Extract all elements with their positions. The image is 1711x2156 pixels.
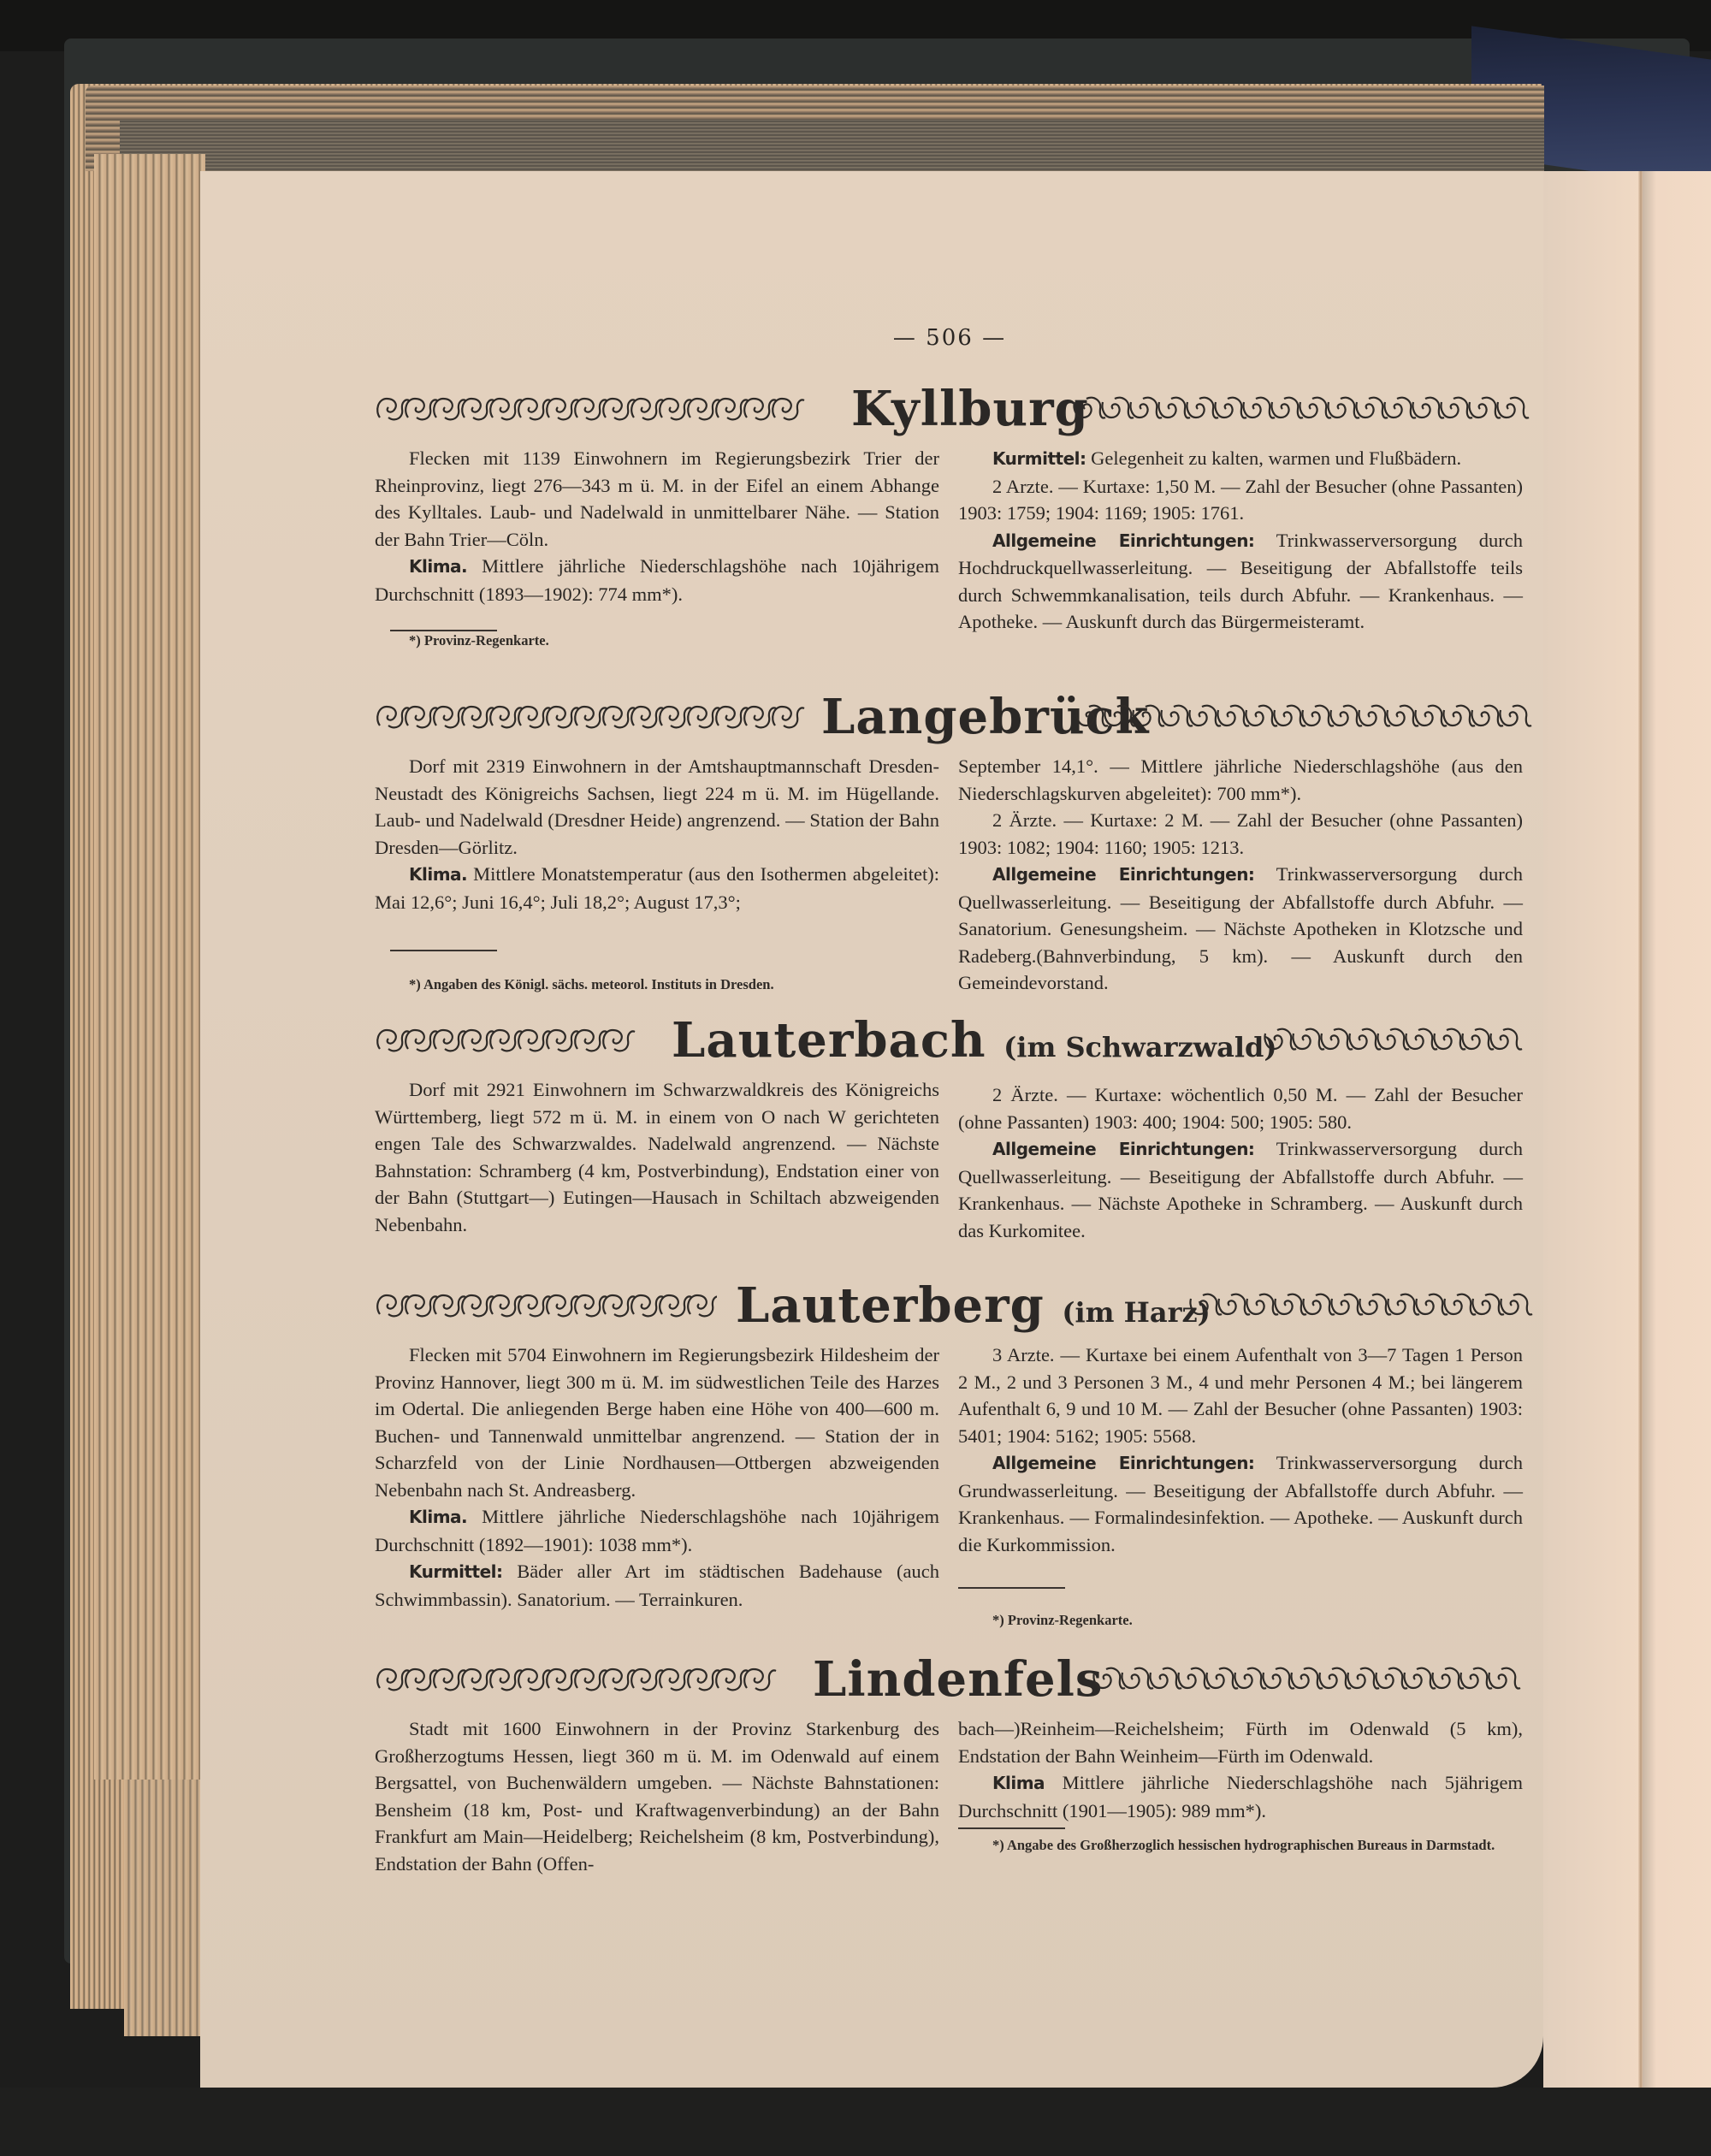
ornament-loop <box>688 1669 719 1690</box>
ornament-loop <box>490 1295 522 1316</box>
einrichtungen-paragraph <box>958 527 1523 636</box>
ornament-loop <box>1206 1668 1238 1689</box>
description: Flecken mit 5704 Einwohnern im Regierungsbezirk Hildesheim der Provinz Hannover, liegt 300 m ü. M. im südwestlichen Teile des Harzes im Odertal. Die anliegenden Berge haben eine Höhe von 400—600 m. Buchen- und Tannenwald unmittelbar angrenzend. — Station der in Scharzfeld von der Linie Nordhausen—Ottbergen abzweigenden Nebenbahn nach St. Andreasberg. <box>375 1344 939 1501</box>
einrichtungen-paragraph <box>958 1135 1523 1244</box>
ornament-loop <box>1490 1029 1522 1050</box>
klima-label: Klima. <box>409 864 468 885</box>
ornament-loop <box>1404 1668 1436 1689</box>
ornament-loop <box>1300 398 1331 418</box>
ornament-loop <box>1460 1668 1492 1689</box>
footnote: *) Provinz-Regenkarte. <box>409 632 549 649</box>
ornament-loop <box>1415 706 1447 726</box>
ornament-loop <box>406 399 437 419</box>
einrichtungen-text: Trinkwasserversorgung durch Quellwasserleitung. — Beseitigung der Abfallstoffe durch Abfuhr. — Krankenhaus. — Nächste Apotheke in Schramberg. — Auskunft durch das Kurkomitee. <box>958 1138 1523 1241</box>
ornament-loop <box>1319 1668 1351 1689</box>
scan-background-bottom <box>0 2088 1711 2156</box>
ornament-loop <box>462 1030 494 1051</box>
ornament-loop <box>1469 398 1501 418</box>
ornament-loop <box>1303 1294 1335 1315</box>
column-left <box>375 753 939 994</box>
ornament-loop <box>1104 706 1136 726</box>
klima-paragraph <box>375 1503 939 1558</box>
kurmittel-label: Kurmittel: <box>992 448 1086 469</box>
column-left <box>375 1076 939 1238</box>
ornament-loop <box>1302 706 1334 726</box>
ornament-loop <box>575 1030 607 1051</box>
ornament-loop <box>518 1295 550 1316</box>
entry-subtitle: (im Harz) <box>1062 1296 1211 1329</box>
ornament-loop <box>1359 706 1390 726</box>
aerzte-paragraph: 2 Arzte. — Kurtaxe: 1,50 M. — Zahl der Besucher (ohne Passanten) 1903: 1759; 1904: 1169; 1905: 1761. <box>958 475 1523 524</box>
entry-subtitle: (im Schwarzwald) <box>1004 1031 1277 1063</box>
entry-heading <box>359 1273 1540 1342</box>
ornament-loop <box>660 1295 691 1316</box>
einrichtungen-label: Allgemeine Einrichtungen: <box>992 864 1255 885</box>
column-left <box>375 445 939 650</box>
page-number: — 506 — <box>892 325 1007 351</box>
kurmittel-text: Gelegenheit zu kalten, warmen und Flußbädern. <box>1091 447 1462 469</box>
ornament-loop <box>547 1669 578 1690</box>
einrichtungen-text: Trinkwasserversorgung durch Quellwasserleitung. — Beseitigung der Abfallstoffe durch Abfuhr. — Sanatorium. Genesungsheim. — Nächste Apotheken in Klotzsche und Radeberg.(Bahnverbindung, 5 km). — Auskunft durch den Gemeindevorstand. <box>958 863 1523 993</box>
ornament-loop <box>1376 1668 1407 1689</box>
ornament-loop <box>1330 706 1362 726</box>
ornament-loop <box>1274 706 1305 726</box>
description-continued: bach—)Reinheim—Reichelsheim; Fürth im Odenwald (5 km), Endstation der Bahn Weinheim—Fürth im Odenwald. <box>958 1718 1523 1767</box>
ornament-loop <box>547 1295 578 1316</box>
ornament-loop <box>547 1030 578 1051</box>
ornament-loop <box>1189 706 1221 726</box>
ornament-loop <box>1321 1029 1353 1050</box>
ornament-loop <box>1356 398 1388 418</box>
ornament-loop <box>716 399 748 419</box>
footnote-rule <box>390 950 497 951</box>
klima-paragraph <box>375 861 939 915</box>
ornament-loop <box>434 1669 465 1690</box>
ornament-loop <box>575 1295 607 1316</box>
ornament-loop <box>1377 1029 1409 1050</box>
aerzte-paragraph: 2 Ärzte. — Kurtaxe: 2 M. — Zahl der Besucher (ohne Passanten) 1903: 1082; 1904: 1160; 1905: 1213. <box>958 809 1523 858</box>
entry-heading <box>359 376 1540 445</box>
entry-title-main: Lauterberg <box>736 1277 1045 1334</box>
ornament-loop <box>1074 398 1105 418</box>
ornament-loop <box>1122 1668 1153 1689</box>
ornament-loop <box>1434 1029 1465 1050</box>
column-left <box>375 1715 939 1877</box>
ornament-loop <box>603 1030 635 1051</box>
kurmittel-paragraph <box>958 445 1523 473</box>
entry-lindenfels <box>359 1647 1540 1875</box>
ornament-loop <box>377 399 409 419</box>
klima-text: Mittlere jährliche Niederschlagshöhe nach 10jährigem Durchschnitt (1893—1902): 774 mm*). <box>375 555 939 605</box>
ornament-loop <box>688 399 719 419</box>
ornament-loop <box>1359 1294 1391 1315</box>
ornament-loop <box>1263 1668 1294 1689</box>
ornament-left-icon <box>375 1662 794 1697</box>
ornament-loop <box>660 399 691 419</box>
footnote: *) Provinz-Regenkarte. <box>992 1612 1133 1628</box>
ornament-loop <box>547 399 578 419</box>
ornament-loop <box>660 1669 691 1690</box>
ornament-loop <box>1217 706 1249 726</box>
page-stack-left-edge <box>94 154 205 1780</box>
footnote: *) Angabe des Großherzoglich hessischen hydrographischen Bureaus in Darmstadt. <box>992 1837 1495 1853</box>
ornament-loop <box>631 1669 663 1690</box>
klima-text: Mittlere jährliche Niederschlagshöhe nach 5jährigem Durchschnitt (1901—1905): 989 mm*). <box>958 1772 1523 1821</box>
aerzte-paragraph: 2 Ärzte. — Kurtaxe: wöchentlich 0,50 M. — Zahl der Besucher (ohne Passanten) 1903: 400; 1904: 500; 1905: 580. <box>958 1084 1523 1133</box>
ornament-loop <box>716 1669 748 1690</box>
entry-heading <box>359 1008 1540 1076</box>
footnote-rule <box>958 1827 1065 1829</box>
column-right <box>958 1081 1523 1244</box>
ornament-loop <box>744 1669 776 1690</box>
ornament-loop <box>434 399 465 419</box>
ornament-loop <box>744 399 776 419</box>
gutter <box>1543 171 1639 2088</box>
ornament-loop <box>1190 1294 1222 1315</box>
ornament-loop <box>1347 1668 1379 1689</box>
klima-label: Klima <box>992 1773 1045 1793</box>
ornament-right-icon <box>1187 1288 1540 1323</box>
ornament-loop <box>773 399 804 419</box>
column-right <box>958 1715 1523 1855</box>
ornament-loop <box>518 1030 550 1051</box>
ornament-loop <box>1178 1668 1210 1689</box>
ornament-loop <box>1349 1029 1381 1050</box>
ornament-loop <box>490 1030 522 1051</box>
ornament-loop <box>1462 1029 1494 1050</box>
ornament-loop <box>688 1295 717 1316</box>
klima-label: Klima. <box>409 1507 468 1527</box>
ornament-left-icon <box>375 392 820 426</box>
entry-langebrueck <box>359 684 1540 993</box>
page-stack-left-edge-lower <box>124 1780 205 2036</box>
ornament-loop <box>575 707 607 727</box>
ornament-loop <box>716 707 748 727</box>
einrichtungen-label: Allgemeine Einrichtungen: <box>992 530 1255 551</box>
ornament-loop <box>631 707 663 727</box>
ornament-left-icon <box>375 1288 717 1323</box>
ornament-loop <box>1246 1294 1278 1315</box>
description: Flecken mit 1139 Einwohnern im Regierungsbezirk Trier der Rheinprovinz, liegt 276—343 m ü. M. in der Eifel an einem Abhange des Kylltales. Laub- und Nadelwald in unmittelbarer Nähe. — Station der Bahn Trier—Cöln. <box>375 447 939 550</box>
page-stack-top-edge-inner <box>120 120 1544 171</box>
ornament-loop <box>1102 398 1134 418</box>
entry-title: Langebrück <box>821 689 1150 745</box>
ornament-loop <box>406 1669 437 1690</box>
ornament-loop <box>631 399 663 419</box>
ornament-loop <box>1243 398 1275 418</box>
entry-title <box>672 1008 1277 1080</box>
ornament-loop <box>462 707 494 727</box>
ornament-loop <box>490 1669 522 1690</box>
entry-title <box>736 1273 1211 1345</box>
ornament-loop <box>434 707 465 727</box>
ornament-loop <box>1471 706 1503 726</box>
ornament-loop <box>462 1669 494 1690</box>
einrichtungen-label: Allgemeine Einrichtungen: <box>992 1453 1255 1473</box>
ornament-loop <box>1271 398 1303 418</box>
ornament-left-icon <box>375 1023 648 1057</box>
entry-title: Kyllburg <box>851 381 1089 437</box>
ornament-loop <box>1501 1294 1532 1315</box>
ornament-loop <box>1275 1294 1306 1315</box>
ornament-loop <box>406 1295 437 1316</box>
ornament-right-icon <box>1262 1023 1540 1057</box>
ornament-left-icon <box>375 700 820 734</box>
ornament-loop <box>1497 398 1529 418</box>
ornament-loop <box>1234 1668 1266 1689</box>
ornament-loop <box>406 707 437 727</box>
ornament-right-icon <box>1071 392 1537 426</box>
ornament-loop <box>1264 1029 1296 1050</box>
ornament-loop <box>1387 706 1418 726</box>
ornament-loop <box>660 707 691 727</box>
einrichtungen-paragraph <box>958 1449 1523 1558</box>
facing-page <box>1643 171 1711 2088</box>
aerzte-paragraph: 3 Arzte. — Kurtaxe bei einem Aufenthalt von 3—7 Tagen 1 Person 2 M., 2 und 3 Personen 3 M., 4 und mehr Personen 4 M.; bei längerem Aufenthalt 6, 9 und 10 M. — Zahl der Besucher (ohne Passanten) 1903: 5401; 1904: 5162; 1905: 5568. <box>958 1344 1523 1447</box>
klima-text: Mittlere jährliche Niederschlagshöhe nach 10jährigem Durchschnitt (1892—1901): 1038 mm*). <box>375 1506 939 1555</box>
ornament-loop <box>1218 1294 1250 1315</box>
ornament-loop <box>688 707 719 727</box>
ornament-loop <box>575 399 607 419</box>
ornament-loop <box>1150 1668 1181 1689</box>
ornament-loop <box>1130 398 1162 418</box>
ornament-loop <box>377 707 409 727</box>
ornament-loop <box>462 399 494 419</box>
footnote-rule <box>958 1587 1065 1589</box>
ornament-right-icon <box>1074 700 1540 734</box>
ornament-loop <box>518 1669 550 1690</box>
ornament-loop <box>377 1295 409 1316</box>
ornament-loop <box>1441 398 1472 418</box>
entry-kyllburg <box>359 376 1540 649</box>
entry-heading <box>359 684 1540 753</box>
description: Dorf mit 2921 Einwohnern im Schwarzwaldkreis des Königreichs Württemberg, liegt 572 m ü. M. in einem von O nach W gerichteten engen Tale des Schwarzwaldes. Nadelwald angrenzend. — Nächste Bahnstation: Schramberg (4 km, Postverbindung), Endstation einer von der Bahn (Stuttgart—) Eutingen—Hausach in Schiltach abzweigenden Nebenbahn. <box>375 1079 939 1235</box>
ornament-loop <box>1384 398 1416 418</box>
entry-lauterberg <box>359 1273 1540 1628</box>
ornament-loop <box>434 1030 465 1051</box>
ornament-loop <box>462 1295 494 1316</box>
einrichtungen-paragraph <box>958 861 1523 997</box>
ornament-loop <box>547 707 578 727</box>
ornament-loop <box>490 399 522 419</box>
ornament-loop <box>1158 398 1190 418</box>
klima-text: Mittlere Monatstemperatur (aus den Isothermen abgeleitet): Mai 12,6°; Juni 16,4°; Juli 18,2°; August 17,3°; <box>375 863 940 913</box>
ornament-loop <box>1416 1294 1448 1315</box>
ornament-right-icon <box>1091 1662 1540 1697</box>
ornament-loop <box>1489 1668 1520 1689</box>
ornament-loop <box>1444 1294 1476 1315</box>
ornament-loop <box>773 707 804 727</box>
ornament-loop <box>1406 1029 1437 1050</box>
ornament-loop <box>406 1030 437 1051</box>
ornament-loop <box>434 1295 465 1316</box>
ornament-loop <box>1133 706 1164 726</box>
ornament-loop <box>377 1669 409 1690</box>
ornament-loop <box>1412 398 1444 418</box>
ornament-loop <box>1215 398 1246 418</box>
column-left <box>375 1342 939 1613</box>
entry-heading <box>359 1647 1540 1715</box>
column-right <box>958 445 1523 636</box>
ornament-loop <box>1388 1294 1419 1315</box>
einrichtungen-text: Trinkwasserversorgung durch Grundwasserleitung. — Beseitigung der Abfallstoffe durch Abfuhr. — Krankenhaus. — Formalindesinfektion. — Apotheke. — Auskunft durch die Kurkommission. <box>958 1452 1523 1555</box>
description: Stadt mit 1600 Einwohnern in der Provinz Starkenburg des Großherzogtums Hessen, liegt 360 m ü. M. im Odenwald auf einem Bergsattel, von Buchenwäldern umgeben. — Nächste Bahnstationen: Bensheim (18 km, Post- und Kraftwagenverbindung) an der Bahn Frankfurt am Main—Heidelberg; Reichelsheim (8 km, Postverbindung), Endstation der Bahn (Offen- <box>375 1718 939 1875</box>
ornament-loop <box>490 707 522 727</box>
ornament-loop <box>744 707 776 727</box>
ornament-loop <box>1443 706 1475 726</box>
klima-paragraph <box>958 1769 1523 1824</box>
ornament-loop <box>1293 1029 1324 1050</box>
ornament-loop <box>1093 1668 1125 1689</box>
ornament-loop <box>1331 1294 1363 1315</box>
entry-lauterbach <box>359 1008 1540 1241</box>
einrichtungen-text: Trinkwasserversorgung durch Hochdruckquellwasserleitung. — Beseitigung der Abfallstoffe teils durch Schwemmkanalisation, teils durch Abfuhr. — Krankenhaus. — Apotheke. — Auskunft durch das Bürgermeisteramt. <box>958 529 1523 632</box>
ornament-loop <box>1328 398 1359 418</box>
klima-paragraph <box>375 553 939 607</box>
ornament-loop <box>1076 706 1108 726</box>
ornament-loop <box>1500 706 1531 726</box>
einrichtungen-label: Allgemeine Einrichtungen: <box>992 1139 1255 1159</box>
kurmittel-paragraph <box>375 1558 939 1613</box>
ornament-loop <box>1472 1294 1504 1315</box>
ornament-loop <box>603 1669 635 1690</box>
ornament-loop <box>518 399 550 419</box>
ornament-loop <box>603 707 635 727</box>
ornament-loop <box>1291 1668 1323 1689</box>
entry-title: Lindenfels <box>813 1651 1104 1708</box>
column-right <box>958 753 1523 997</box>
ornament-loop <box>631 1295 663 1316</box>
klima-continued: September 14,1°. — Mittlere jährliche Niederschlagshöhe (aus den Niederschlagskurven abgeleitet): 700 mm*). <box>958 755 1523 804</box>
column-right <box>958 1342 1523 1630</box>
entry-title-main: Lauterbach <box>672 1012 986 1069</box>
footnote: *) Angaben des Königl. sächs. meteorol. Instituts in Dresden. <box>409 976 774 992</box>
ornament-loop <box>377 1030 409 1051</box>
ornament-loop <box>1161 706 1193 726</box>
ornament-loop <box>518 707 550 727</box>
kurmittel-label: Kurmittel: <box>409 1561 503 1582</box>
kurmittel-text: Bäder aller Art im städtischen Badehause (auch Schwimmbassin). Sanatorium. — Terrainkuren. <box>375 1561 939 1610</box>
klima-label: Klima. <box>409 556 468 577</box>
ornament-loop <box>1432 1668 1464 1689</box>
description: Dorf mit 2319 Einwohnern in der Amtshauptmannschaft Dresden-Neustadt des Königreichs Sachsen, liegt 224 m ü. M. im Hügellande. Laub- und Nadelwald (Dresdner Heide) angrenzend. — Station der Bahn Dresden—Görlitz. <box>375 755 939 858</box>
ornament-loop <box>603 399 635 419</box>
ornament-loop <box>603 1295 635 1316</box>
ornament-loop <box>1187 398 1218 418</box>
ornament-loop <box>1246 706 1277 726</box>
ornament-loop <box>575 1669 607 1690</box>
